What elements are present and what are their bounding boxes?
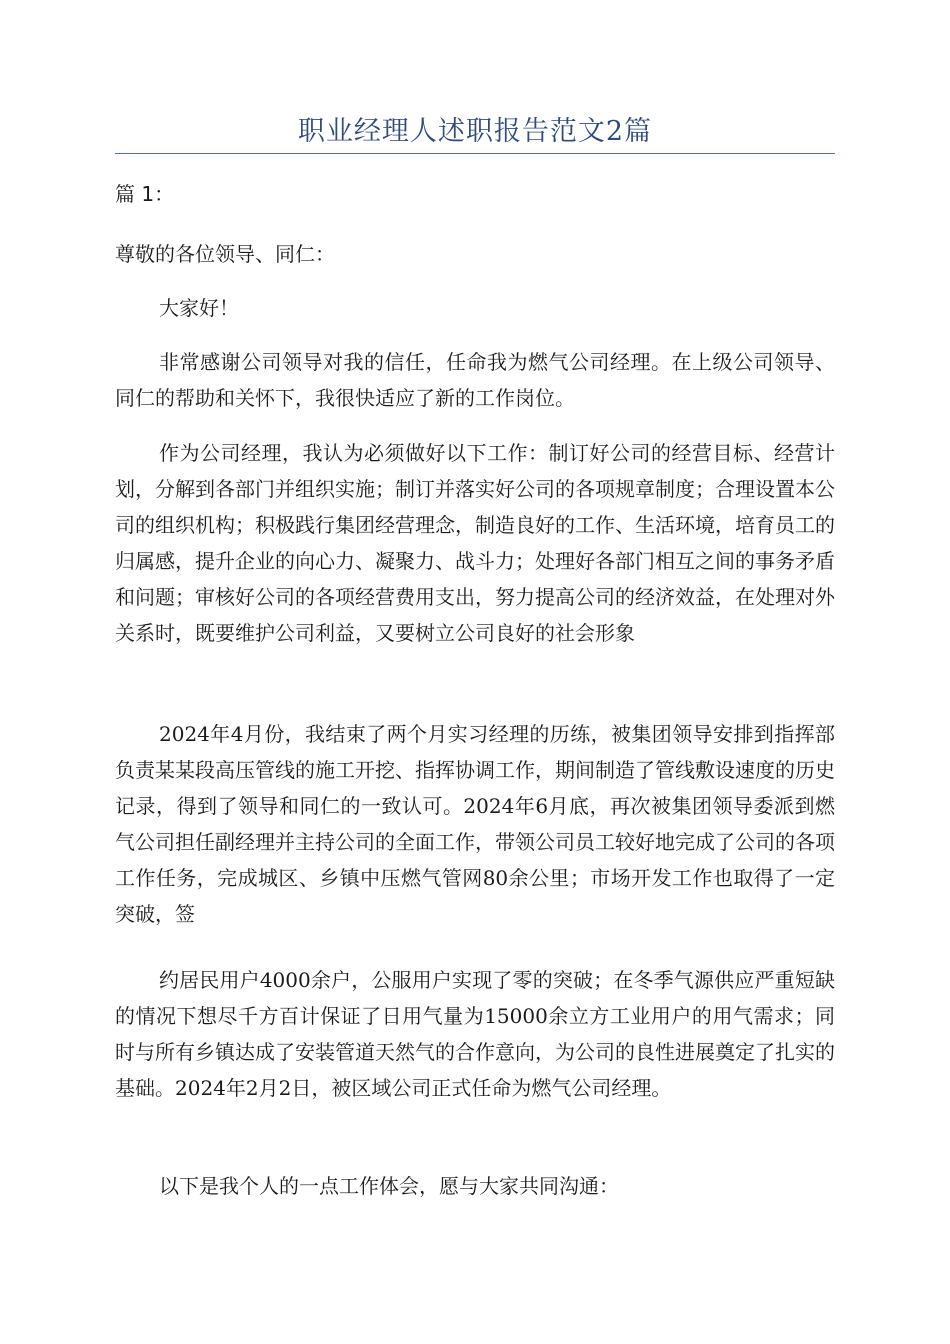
paragraph-2: 作为公司经理，我认为必须做好以下工作：制订好公司的经营目标、经营计划，分解到各部门并组织实施；制订并落实好公司的各项规章制度；合理设置本公司的组织机构；积极践行集团经营理念，制造良好的工作、生活环境，培育员工的归属感，提升企业的向心力、凝聚力、战斗力；处理好各部门相互之间的事务矛盾和问题；审核好公司的各项经营费用支出，努力提高公司的经济效益，在处理对外关系时，既要维护公司利益，又要树立公司良好的社会形象	[115, 441, 835, 645]
paragraph-4: 约居民用户4000余户，公服用户实现了零的突破；在冬季气源供应严重短缺的情况下想尽千方百计保证了日用气量为15000余立方工业用户的用气需求；同时与所有乡镇达成了安装管道天然气的合作意向，为公司的良性进展奠定了扎实的基础。2024年2月2日，被区域公司正式任命为燃气公司经理。	[115, 968, 835, 1100]
title-underline	[115, 153, 835, 154]
salutation: 尊敬的各位领导、同仁：	[115, 242, 335, 266]
section-label: 篇 1：	[115, 182, 175, 206]
paragraph-3: 2024年4月份，我结束了两个月实习经理的历练，被集团领导安排到指挥部负责某某段高压管线的施工开挖、指挥协调工作，期间制造了管线敷设速度的历史记录，得到了领导和同仁的一致认可。2024年6月底，再次被集团领导委派到燃气公司担任副经理并主持公司的全面工作，带领公司员工较好地完成了公司的各项工作任务，完成城区、乡镇中压燃气管网80余公里；市场开发工作也取得了一定突破，签	[115, 722, 835, 926]
document-title: 职业经理人述职报告范文2篇	[297, 116, 653, 147]
paragraph-5: 以下是我个人的一点工作体会，愿与大家共同沟通：	[159, 1174, 619, 1198]
greeting: 大家好！	[159, 296, 239, 320]
paragraph-1: 非常感谢公司领导对我的信任，任命我为燃气公司经理。在上级公司领导、同仁的帮助和关怀下，我很快适应了新的工作岗位。	[115, 350, 835, 410]
